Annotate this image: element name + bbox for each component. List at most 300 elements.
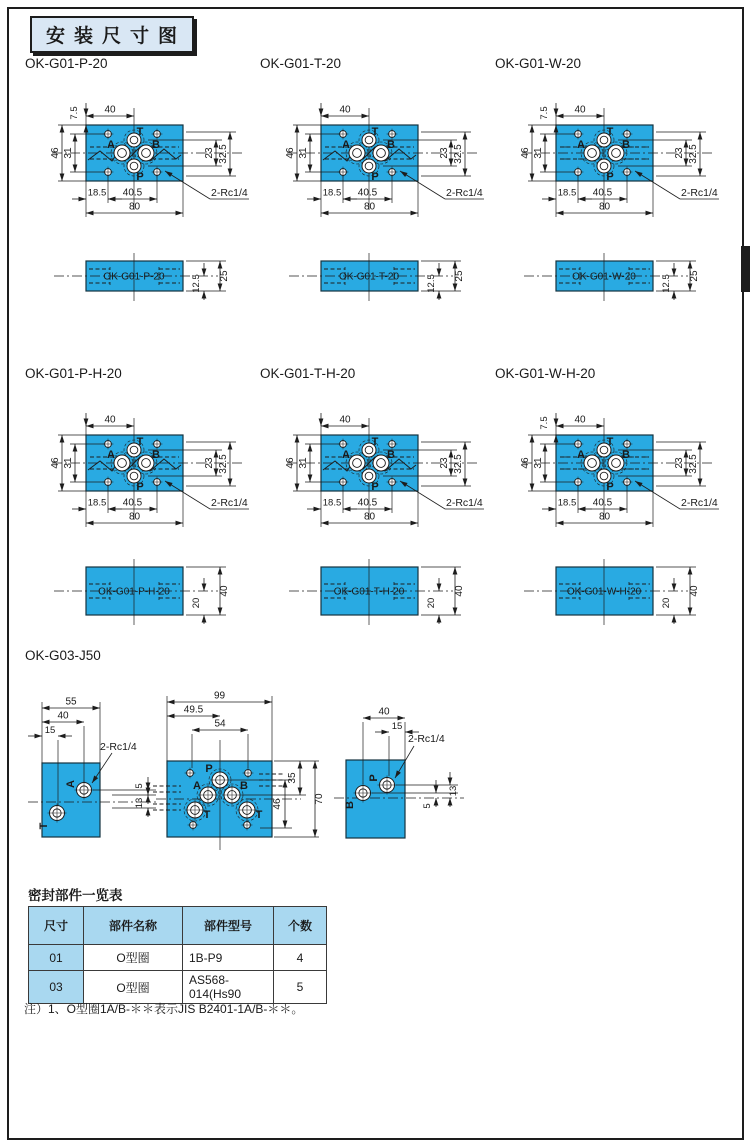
- dim-label: 80: [128, 201, 141, 213]
- arrowhead: [73, 134, 78, 142]
- dim-label: 5: [422, 803, 433, 809]
- seal-table-cell: AS568-014(Hs90: [183, 971, 274, 1004]
- arrowhead: [77, 720, 85, 725]
- dim-label: 18.5: [322, 187, 342, 199]
- arrowhead: [543, 475, 548, 483]
- dim-label: 40.5: [122, 187, 143, 199]
- seal-table-row-1: [29, 971, 327, 1004]
- arrowhead: [58, 734, 66, 739]
- drawing-cell-ok-g01-p-h-20: [18, 366, 255, 643]
- seal-table-head: [29, 907, 327, 945]
- arrowhead: [437, 291, 442, 299]
- arrowhead: [463, 479, 468, 487]
- dim-label: 80: [128, 511, 141, 523]
- dim-label: 23: [439, 147, 450, 159]
- dim-label: 15: [391, 721, 403, 732]
- arrowhead: [202, 584, 207, 592]
- arrowhead: [93, 706, 101, 711]
- dim-label: 40.5: [357, 497, 378, 509]
- port-hole: [114, 145, 130, 161]
- arrowhead: [86, 211, 94, 216]
- dim-label: 54: [214, 718, 226, 730]
- dim-label: 23: [674, 147, 685, 159]
- arrowhead: [314, 507, 322, 512]
- dim-label: 31: [298, 457, 309, 469]
- port-label-b: B: [622, 139, 630, 151]
- arrowhead: [192, 728, 200, 733]
- side-model-label: OK-G01-W-20: [572, 271, 636, 283]
- arrowhead: [150, 197, 158, 202]
- arrowhead: [620, 197, 628, 202]
- page-title-text: 安装尺寸图: [46, 26, 187, 47]
- arrowhead: [42, 706, 50, 711]
- port-label-b: B: [240, 780, 248, 792]
- dim-label: 31: [63, 147, 74, 159]
- dim-label: 55: [65, 696, 77, 708]
- dim-label: 15: [44, 725, 56, 736]
- arrowhead: [283, 821, 288, 829]
- dim-label: 40: [574, 414, 586, 426]
- arrowhead: [295, 435, 300, 443]
- dim-label: 12.5: [191, 274, 202, 293]
- side-model-label: OK-G01-P-H-20: [98, 586, 170, 598]
- model-label: OK-G01-P-H-20: [25, 366, 122, 381]
- arrowhead: [543, 134, 548, 142]
- port-label-b: B: [387, 449, 395, 461]
- arrowhead: [463, 169, 468, 177]
- arrowhead: [79, 507, 87, 512]
- port-label-b: B: [344, 801, 356, 809]
- arrowhead: [672, 615, 677, 623]
- arrowhead: [321, 521, 329, 526]
- dim-label: 46: [520, 147, 531, 159]
- top-view-ok-g01-p-20: [18, 87, 255, 237]
- port-hole: [349, 145, 365, 161]
- side-view-ok-g01-w-h-20: [488, 555, 725, 643]
- port-label-p: P: [368, 774, 380, 782]
- arrowhead: [549, 507, 557, 512]
- arrowhead: [167, 700, 175, 705]
- arrowhead: [597, 114, 605, 119]
- dim-label: 80: [363, 511, 376, 523]
- seal-table-header-2: 部件型号: [183, 907, 274, 945]
- side-view-ok-g01-t-20: [253, 245, 490, 315]
- arrowhead: [298, 788, 303, 796]
- arrowhead: [688, 284, 693, 292]
- callout-label: 2-Rc1/4: [681, 497, 718, 509]
- arrowhead: [218, 261, 223, 269]
- side-view-ok-g01-t-h-20: [253, 555, 490, 643]
- dim-label: 70: [314, 793, 325, 805]
- arrowhead: [437, 615, 442, 623]
- seal-table-row-0: [29, 945, 327, 971]
- dim-label: 23: [204, 457, 215, 469]
- port-label-t: T: [255, 809, 263, 821]
- seal-parts-table: [28, 906, 327, 1004]
- top-view-ok-g01-t-20: [253, 87, 490, 237]
- arrowhead: [554, 109, 559, 117]
- arrowhead: [530, 174, 535, 182]
- seal-table-header-row: [29, 907, 327, 945]
- arrowhead: [176, 211, 184, 216]
- arrowhead: [398, 716, 406, 721]
- seal-table-cell: 4: [274, 945, 327, 971]
- draw-line: [400, 171, 445, 199]
- dim-label: 20: [661, 597, 672, 609]
- arrowhead: [60, 125, 65, 133]
- callout-label: 2-Rc1/4: [408, 733, 445, 745]
- arrowhead: [228, 169, 233, 177]
- arrowhead: [556, 114, 564, 119]
- dim-label: 46: [520, 457, 531, 469]
- page-edge-tab: [741, 246, 750, 292]
- dim-label: 40: [339, 414, 351, 426]
- dim-label: 31: [298, 147, 309, 159]
- arrowhead: [672, 269, 677, 277]
- arrowhead: [35, 734, 43, 739]
- arrowhead: [60, 435, 65, 443]
- arrowhead: [84, 109, 89, 117]
- arrowhead: [60, 174, 65, 182]
- arrowhead: [79, 197, 87, 202]
- arrowhead: [698, 169, 703, 177]
- dim-label: 46: [285, 147, 296, 159]
- arrowhead: [218, 284, 223, 292]
- arrowhead: [530, 435, 535, 443]
- drawing-cell-ok-g01-w-20: [488, 56, 725, 315]
- dim-label: 46: [272, 798, 283, 810]
- dim-label: 13: [448, 785, 459, 797]
- arrowhead: [453, 284, 458, 292]
- arrowhead: [463, 132, 468, 140]
- dim-label: 31: [533, 457, 544, 469]
- arrowhead: [556, 521, 564, 526]
- dim-label: 40: [104, 414, 116, 426]
- seal-table-cell: 5: [274, 971, 327, 1004]
- top-view-ok-g01-w-20: [488, 87, 725, 237]
- draw-line: [400, 481, 445, 509]
- draw-line: [165, 171, 210, 199]
- model-label: OK-G01-P-20: [25, 56, 108, 71]
- side-model-label: OK-G01-T-20: [338, 271, 400, 283]
- arrowhead: [698, 479, 703, 487]
- dim-label: 18.5: [87, 497, 107, 509]
- arrowhead: [620, 507, 628, 512]
- arrowhead: [202, 291, 207, 299]
- arrowhead: [672, 584, 677, 592]
- arrowhead: [437, 269, 442, 277]
- arrowhead: [73, 444, 78, 452]
- dim-label: 20: [191, 597, 202, 609]
- dim-label: 23: [204, 147, 215, 159]
- arrowhead: [434, 786, 439, 794]
- arrowhead: [228, 442, 233, 450]
- arrowhead: [646, 211, 654, 216]
- dim-label: 40.5: [357, 187, 378, 199]
- dim-label: 12.5: [661, 274, 672, 293]
- dim-label: 31: [533, 147, 544, 159]
- arrowhead: [241, 728, 249, 733]
- port-label-a: A: [342, 449, 350, 461]
- dim-label: 25: [689, 270, 700, 282]
- arrowhead: [228, 479, 233, 487]
- drawing-cell-ok-g01-w-h-20: [488, 366, 725, 643]
- dim-label: 35: [287, 772, 298, 784]
- arrowhead: [543, 165, 548, 173]
- arrowhead: [556, 424, 564, 429]
- arrowhead: [86, 114, 94, 119]
- arrowhead: [218, 567, 223, 575]
- seal-table-title: 密封部件一览表: [28, 888, 123, 903]
- arrowhead: [363, 716, 371, 721]
- callout-label: 2-Rc1/4: [681, 187, 718, 199]
- dim-label: 31: [63, 457, 74, 469]
- j50-right-plate: [346, 760, 405, 838]
- arrowhead: [343, 197, 351, 202]
- side-view-ok-g01-p-20: [18, 245, 255, 315]
- dim-label: 40.5: [592, 187, 613, 199]
- drawing-cell-ok-g01-t-20: [253, 56, 490, 315]
- port-label-t: T: [371, 126, 379, 138]
- arrowhead: [554, 419, 559, 427]
- dim-label: 7.5: [69, 106, 80, 120]
- port-label-a: A: [107, 139, 115, 151]
- arrowhead: [108, 197, 116, 202]
- model-label: OK-G01-T-H-20: [260, 366, 356, 381]
- arrowhead: [150, 507, 158, 512]
- model-label: OK-G01-W-H-20: [495, 366, 596, 381]
- seal-table-body: [29, 945, 327, 1004]
- arrowhead: [434, 798, 439, 806]
- port-label-a: A: [193, 780, 201, 792]
- arrowhead: [321, 424, 329, 429]
- port-hole: [584, 145, 600, 161]
- port-label-a: A: [342, 139, 350, 151]
- port-label-b: B: [152, 139, 160, 151]
- arrowhead: [73, 165, 78, 173]
- callout-label: 2-Rc1/4: [100, 741, 137, 753]
- dim-label: 23: [674, 457, 685, 469]
- arrowhead: [453, 261, 458, 269]
- arrowhead: [698, 132, 703, 140]
- arrowhead: [308, 444, 313, 452]
- arrowhead: [73, 475, 78, 483]
- arrowhead: [385, 197, 393, 202]
- dim-label: 32.5: [688, 144, 699, 164]
- arrowhead: [265, 700, 273, 705]
- j50-drawing: [16, 682, 486, 860]
- arrowhead: [549, 197, 557, 202]
- port-label-p: P: [205, 763, 213, 775]
- dim-label: 7.5: [539, 106, 550, 120]
- arrowhead: [411, 211, 419, 216]
- arrowhead: [314, 197, 322, 202]
- arrowhead: [313, 830, 318, 838]
- arrowhead: [453, 567, 458, 575]
- arrowhead: [308, 165, 313, 173]
- dim-label: 80: [598, 511, 611, 523]
- dim-label: 46: [50, 457, 61, 469]
- side-model-label: OK-G01-P-20: [103, 271, 165, 283]
- dim-label: 99: [213, 690, 226, 702]
- dim-label: 49.5: [183, 704, 204, 716]
- dim-label: 40: [574, 104, 586, 116]
- port-label-t: T: [136, 126, 144, 138]
- port-label-p: P: [136, 481, 144, 493]
- side-view-ok-g01-w-20: [488, 245, 725, 315]
- arrowhead: [146, 795, 151, 803]
- j50-left-plate: [42, 763, 100, 837]
- arrowhead: [698, 442, 703, 450]
- arrowhead: [86, 424, 94, 429]
- arrowhead: [453, 608, 458, 616]
- side-view-ok-g01-p-h-20: [18, 555, 255, 643]
- arrowhead: [42, 720, 50, 725]
- arrowhead: [228, 132, 233, 140]
- arrowhead: [543, 444, 548, 452]
- arrowhead: [319, 109, 324, 117]
- dim-label: 12.5: [426, 274, 437, 293]
- seal-table-header-0: 尺寸: [29, 907, 84, 945]
- arrowhead: [127, 114, 135, 119]
- port-label-p: P: [371, 481, 379, 493]
- arrowhead: [308, 134, 313, 142]
- seal-table-cell: 1B-P9: [183, 945, 274, 971]
- arrowhead: [646, 521, 654, 526]
- dim-label: 40: [689, 585, 700, 597]
- callout-label: 2-Rc1/4: [211, 187, 248, 199]
- arrowhead: [385, 507, 393, 512]
- arrowhead: [202, 269, 207, 277]
- seal-table-cell: 01: [29, 945, 84, 971]
- port-label-t: T: [606, 436, 614, 448]
- arrowhead: [295, 484, 300, 492]
- dim-label: 18.5: [87, 187, 107, 199]
- arrowhead: [218, 608, 223, 616]
- port-label-p: P: [606, 171, 614, 183]
- draw-line: [165, 481, 210, 509]
- dim-label: 40.5: [592, 497, 613, 509]
- port-label-t: T: [371, 436, 379, 448]
- seal-table-cell: O型圈: [84, 971, 183, 1004]
- arrowhead: [448, 778, 453, 786]
- arrowhead: [202, 615, 207, 623]
- dim-label: 32.5: [688, 454, 699, 474]
- port-label-p: P: [371, 171, 379, 183]
- dim-label: 25: [454, 270, 465, 282]
- port-label-t: T: [606, 126, 614, 138]
- dim-label: 80: [363, 201, 376, 213]
- callout-label: 2-Rc1/4: [211, 497, 248, 509]
- arrowhead: [127, 424, 135, 429]
- callout-label: 2-Rc1/4: [446, 497, 483, 509]
- arrowhead: [362, 424, 370, 429]
- arrowhead: [146, 788, 151, 796]
- port-label-p: P: [606, 481, 614, 493]
- page-title: [30, 16, 194, 53]
- arrowhead: [295, 125, 300, 133]
- top-view-ok-g01-p-h-20: [18, 397, 255, 547]
- arrowhead: [298, 761, 303, 769]
- dim-label: 18.5: [557, 497, 577, 509]
- j50-model-label: OK-G03-J50: [25, 648, 101, 663]
- callout-label: 2-Rc1/4: [446, 187, 483, 199]
- dim-label: 23: [439, 457, 450, 469]
- dim-label: 40.5: [122, 497, 143, 509]
- arrowhead: [295, 174, 300, 182]
- dim-label: 80: [598, 201, 611, 213]
- drawing-cell-ok-g01-p-20: [18, 56, 255, 315]
- port-label-b: B: [152, 449, 160, 461]
- draw-line: [635, 171, 680, 199]
- arrowhead: [688, 567, 693, 575]
- port-label-a: A: [65, 780, 77, 788]
- arrowhead: [672, 291, 677, 299]
- arrowhead: [86, 521, 94, 526]
- top-view-ok-g01-t-h-20: [253, 397, 490, 547]
- drawing-cell-ok-g01-t-h-20: [253, 366, 490, 643]
- arrowhead: [321, 114, 329, 119]
- model-label: OK-G01-T-20: [260, 56, 342, 71]
- arrowhead: [530, 125, 535, 133]
- arrowhead: [321, 211, 329, 216]
- top-view-ok-g01-w-h-20: [488, 397, 725, 547]
- port-label-b: B: [387, 139, 395, 151]
- dim-label: 25: [219, 270, 230, 282]
- arrowhead: [448, 798, 453, 806]
- arrowhead: [411, 521, 419, 526]
- arrowhead: [362, 114, 370, 119]
- dim-label: 32.5: [218, 454, 229, 474]
- port-label-a: A: [577, 139, 585, 151]
- dim-label: 32.5: [453, 144, 464, 164]
- dim-label: 18.5: [557, 187, 577, 199]
- arrowhead: [597, 424, 605, 429]
- dim-label: 5: [134, 783, 145, 789]
- dim-label: 20: [426, 597, 437, 609]
- dim-label: 32.5: [453, 454, 464, 474]
- arrowhead: [578, 197, 586, 202]
- seal-table-cell: O型圈: [84, 945, 183, 971]
- seal-table-note: 注）1、O型圈1A/B-＊＊表示JIS B2401-1A/B-＊＊。: [24, 1002, 304, 1016]
- arrowhead: [688, 608, 693, 616]
- seal-table-header-1: 部件名称: [84, 907, 183, 945]
- arrowhead: [530, 484, 535, 492]
- port-label-p: P: [136, 171, 144, 183]
- arrowhead: [578, 507, 586, 512]
- port-hole: [349, 455, 365, 471]
- arrowhead: [437, 584, 442, 592]
- model-label: OK-G01-W-20: [495, 56, 582, 71]
- side-model-label: OK-G01-W-H-20: [566, 586, 642, 598]
- arrowhead: [60, 484, 65, 492]
- dim-label: 13: [134, 797, 145, 809]
- arrowhead: [556, 211, 564, 216]
- arrowhead: [313, 761, 318, 769]
- port-hole: [584, 455, 600, 471]
- port-label-b: B: [622, 449, 630, 461]
- seal-table-cell: 03: [29, 971, 84, 1004]
- arrowhead: [108, 507, 116, 512]
- port-label-t: T: [203, 809, 211, 821]
- arrowhead: [146, 808, 151, 816]
- arrowhead: [343, 507, 351, 512]
- dim-label: 40: [454, 585, 465, 597]
- arrowhead: [688, 261, 693, 269]
- dim-label: 40: [378, 706, 390, 718]
- side-model-label: OK-G01-T-H-20: [333, 586, 405, 598]
- dim-label: 46: [50, 147, 61, 159]
